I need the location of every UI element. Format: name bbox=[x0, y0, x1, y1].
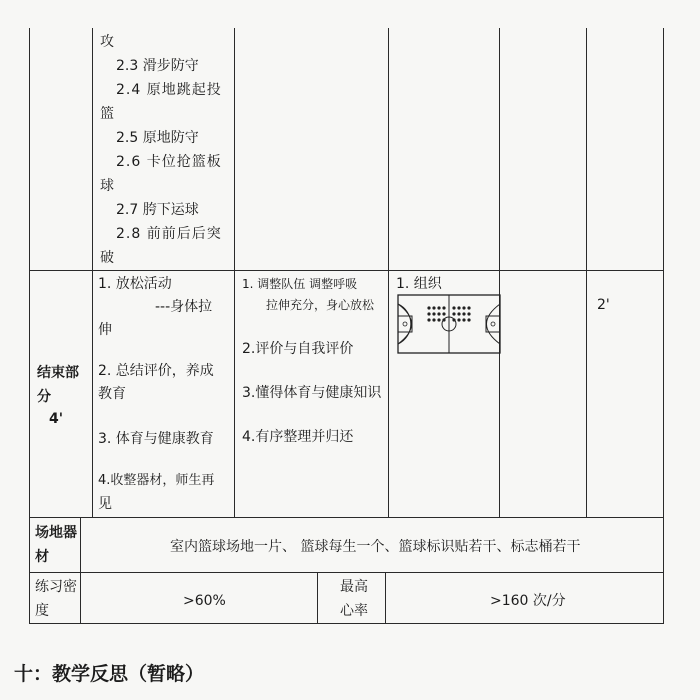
ending-requirement-line-2: 拉伸充分，身心放松 bbox=[266, 298, 375, 312]
top-content-line-2: 2.3 滑步防守 bbox=[116, 58, 199, 74]
col-divider-4 bbox=[499, 28, 500, 517]
table-left-border bbox=[29, 28, 30, 624]
table-right-border bbox=[663, 28, 664, 624]
top-content-line-9: 2.8 前前后后突 bbox=[116, 226, 222, 242]
ending-content-line-5: 教育 bbox=[98, 386, 126, 402]
top-content-line-3: 2.4 原地跳起投 bbox=[116, 82, 222, 98]
row-divider-density-top bbox=[29, 572, 663, 573]
ending-requirement-line-1: 1. 调整队伍 调整呼吸 bbox=[242, 277, 358, 291]
ending-section-label-2: 分 bbox=[37, 389, 51, 405]
top-content-line-8: 2.7 胯下运球 bbox=[116, 202, 199, 218]
ending-content-line-2: ---身体拉 bbox=[155, 299, 213, 315]
section-heading: 十：教学反思（暂略） bbox=[14, 663, 205, 685]
density-label-2: 度 bbox=[35, 603, 49, 619]
row-divider-equipment-top bbox=[29, 517, 663, 518]
equipment-value: 室内篮球场地一片、 篮球每生一个、篮球标识贴若干、标志桶若干 bbox=[170, 539, 581, 555]
col-divider-3 bbox=[388, 28, 389, 517]
ending-content-line-6: 3. 体育与健康教育 bbox=[98, 431, 214, 447]
ending-content-line-8: 见 bbox=[98, 496, 112, 512]
row-divider-ending-top bbox=[29, 270, 663, 271]
top-content-line-1: 攻 bbox=[100, 34, 114, 50]
top-content-line-10: 破 bbox=[100, 250, 114, 266]
col-divider-1 bbox=[92, 28, 93, 517]
equipment-label-2: 材 bbox=[35, 549, 49, 565]
ending-content-line-4: 2. 总结评价，养成 bbox=[98, 363, 214, 379]
ending-section-time: 4' bbox=[49, 411, 64, 427]
ending-requirement-line-4: 3.懂得体育与健康知识 bbox=[242, 385, 382, 401]
top-content-line-7: 球 bbox=[100, 178, 114, 194]
heart-rate-value: >160 次/分 bbox=[490, 593, 566, 609]
top-content-line-5: 2.5 原地防守 bbox=[116, 130, 199, 146]
ending-organization-label: 1. 组织 bbox=[396, 276, 442, 292]
ending-time: 2' bbox=[597, 297, 610, 313]
table-bottom-border bbox=[29, 623, 663, 624]
top-content-line-6: 2.6 卡位抢篮板 bbox=[116, 154, 222, 170]
ending-requirement-line-3: 2.评价与自我评价 bbox=[242, 341, 354, 357]
ending-content-line-3: 伸 bbox=[98, 322, 112, 338]
ending-content-line-7: 4.收整器材，师生再 bbox=[98, 473, 215, 488]
basketball-court-diagram bbox=[397, 294, 501, 354]
top-content-line-4: 篮 bbox=[100, 106, 114, 122]
col-divider-2 bbox=[234, 28, 235, 517]
col-divider-5 bbox=[586, 28, 587, 517]
heart-rate-label-1: 最高 bbox=[340, 579, 368, 595]
heart-rate-label-2: 心率 bbox=[340, 603, 368, 619]
density-divider-2 bbox=[385, 572, 386, 624]
density-divider-1 bbox=[317, 572, 318, 624]
density-value: >60% bbox=[183, 593, 226, 609]
density-label-1: 练习密 bbox=[35, 579, 77, 595]
equipment-label-1: 场地器 bbox=[35, 525, 77, 541]
equipment-label-divider bbox=[80, 517, 81, 624]
ending-requirement-line-5: 4.有序整理并归还 bbox=[242, 429, 354, 445]
ending-content-line-1: 1. 放松活动 bbox=[98, 276, 172, 292]
ending-section-label-1: 结束部 bbox=[37, 365, 79, 381]
